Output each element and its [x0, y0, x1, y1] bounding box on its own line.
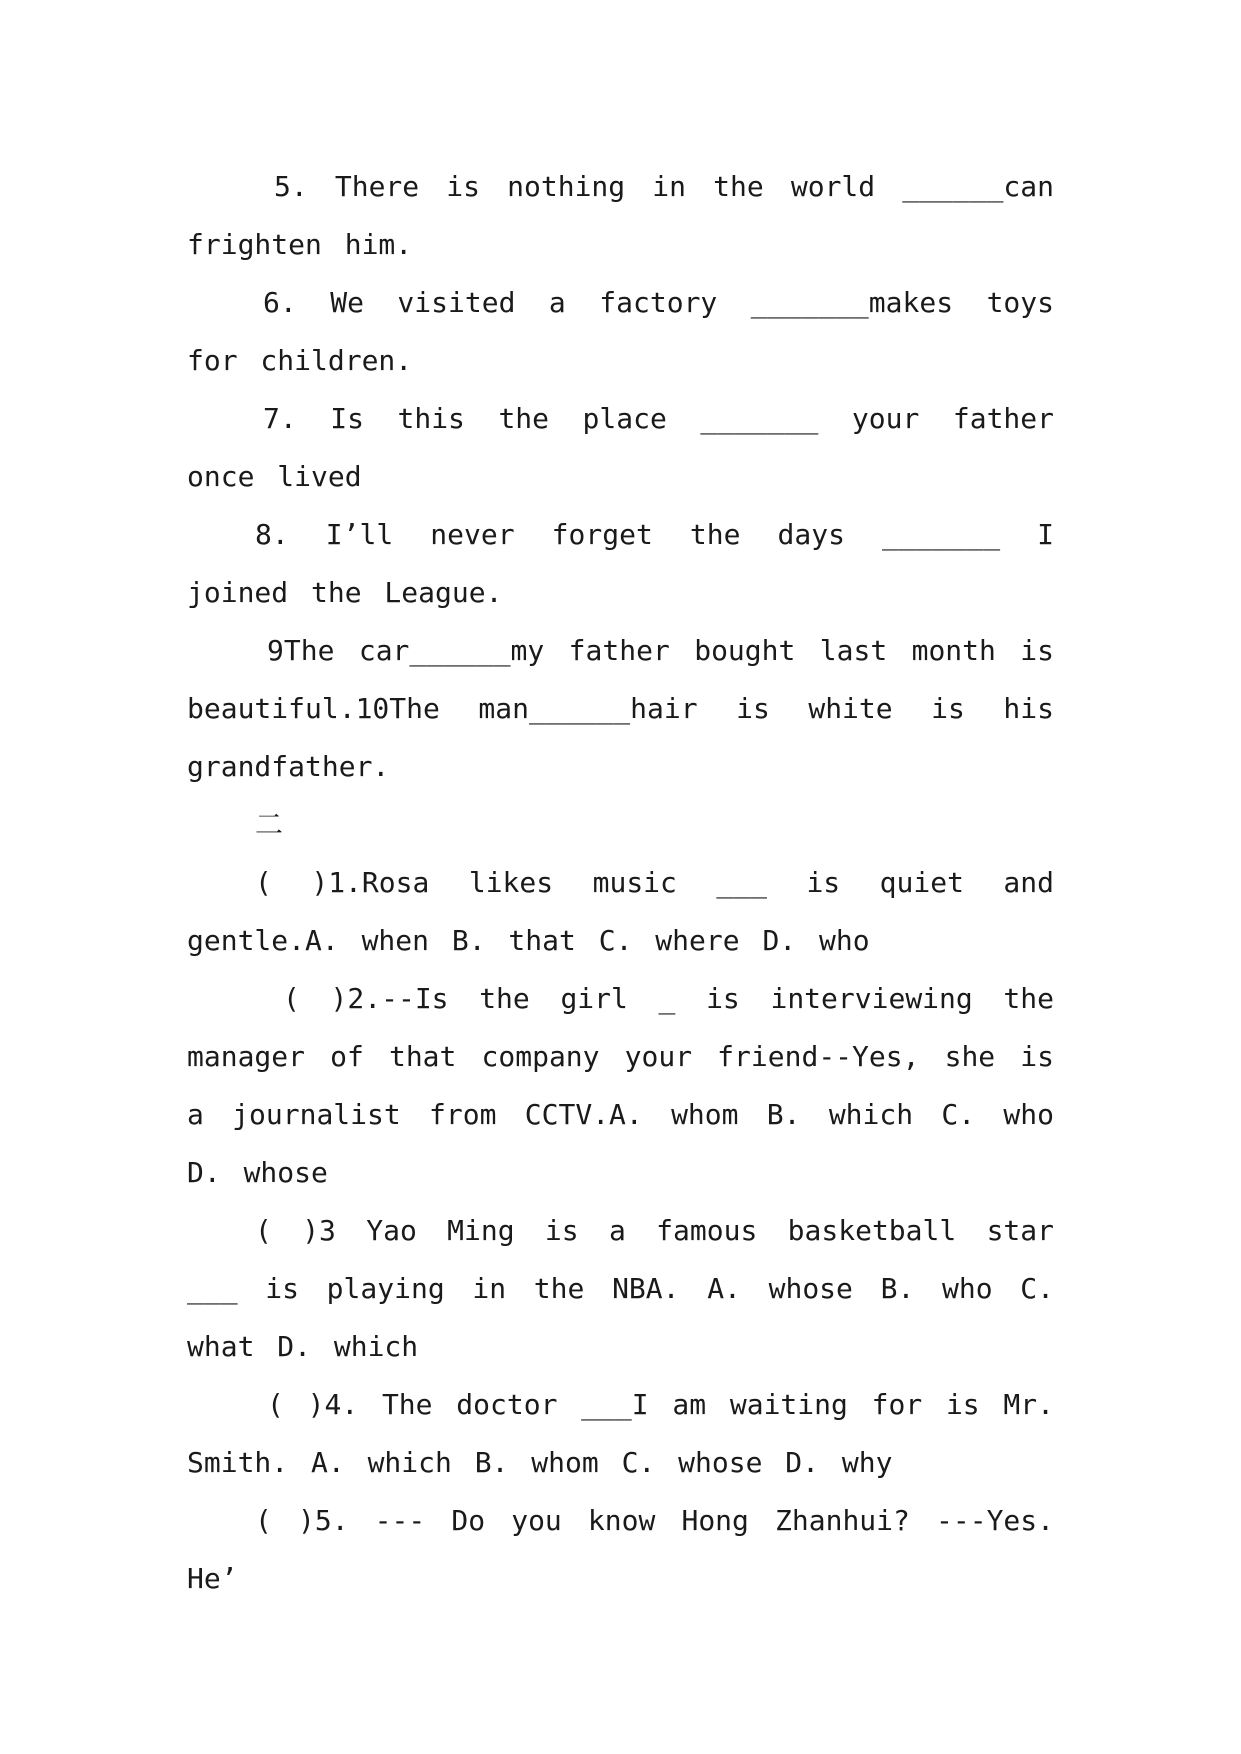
choice-question-1: ( )1.Rosa likes music ___ is quiet and gentle.A. when B. that C. where D. who [187, 866, 1054, 957]
choice-question-4: ( )4. The doctor ___I am waiting for is Mr. Smith. A. which B. whom C. whose D. why [187, 1388, 1054, 1479]
question-8: 8. I’ll never forget the days _______ I joined the League. [187, 518, 1054, 609]
choice-question-5: ( )5. --- Do you know Hong Zhanhui? ---Yes. He’ [187, 1504, 1054, 1595]
question-9-10: 9The car______my father bought last month is beautiful.10The man______hair is white is his grandfather. [187, 634, 1054, 783]
document-page [187, 158, 1054, 1608]
choice-question-2: ( )2.--Is the girl _ is interviewing the manager of that company your friend--Yes, she is a journalist from CCTV.A. whom B. which C. who D. whose [187, 982, 1054, 1189]
question-5: 5. There is nothing in the world ______can frighten him. [187, 170, 1054, 261]
choice-question-3: ( )3 Yao Ming is a famous basketball star ___ is playing in the NBA. A. whose B. who C. what D. which [187, 1214, 1054, 1363]
section-heading: 二 [255, 808, 284, 841]
question-6: 6. We visited a factory _______makes toys for children. [187, 286, 1054, 377]
question-7: 7. Is this the place _______ your father once lived [187, 402, 1054, 493]
